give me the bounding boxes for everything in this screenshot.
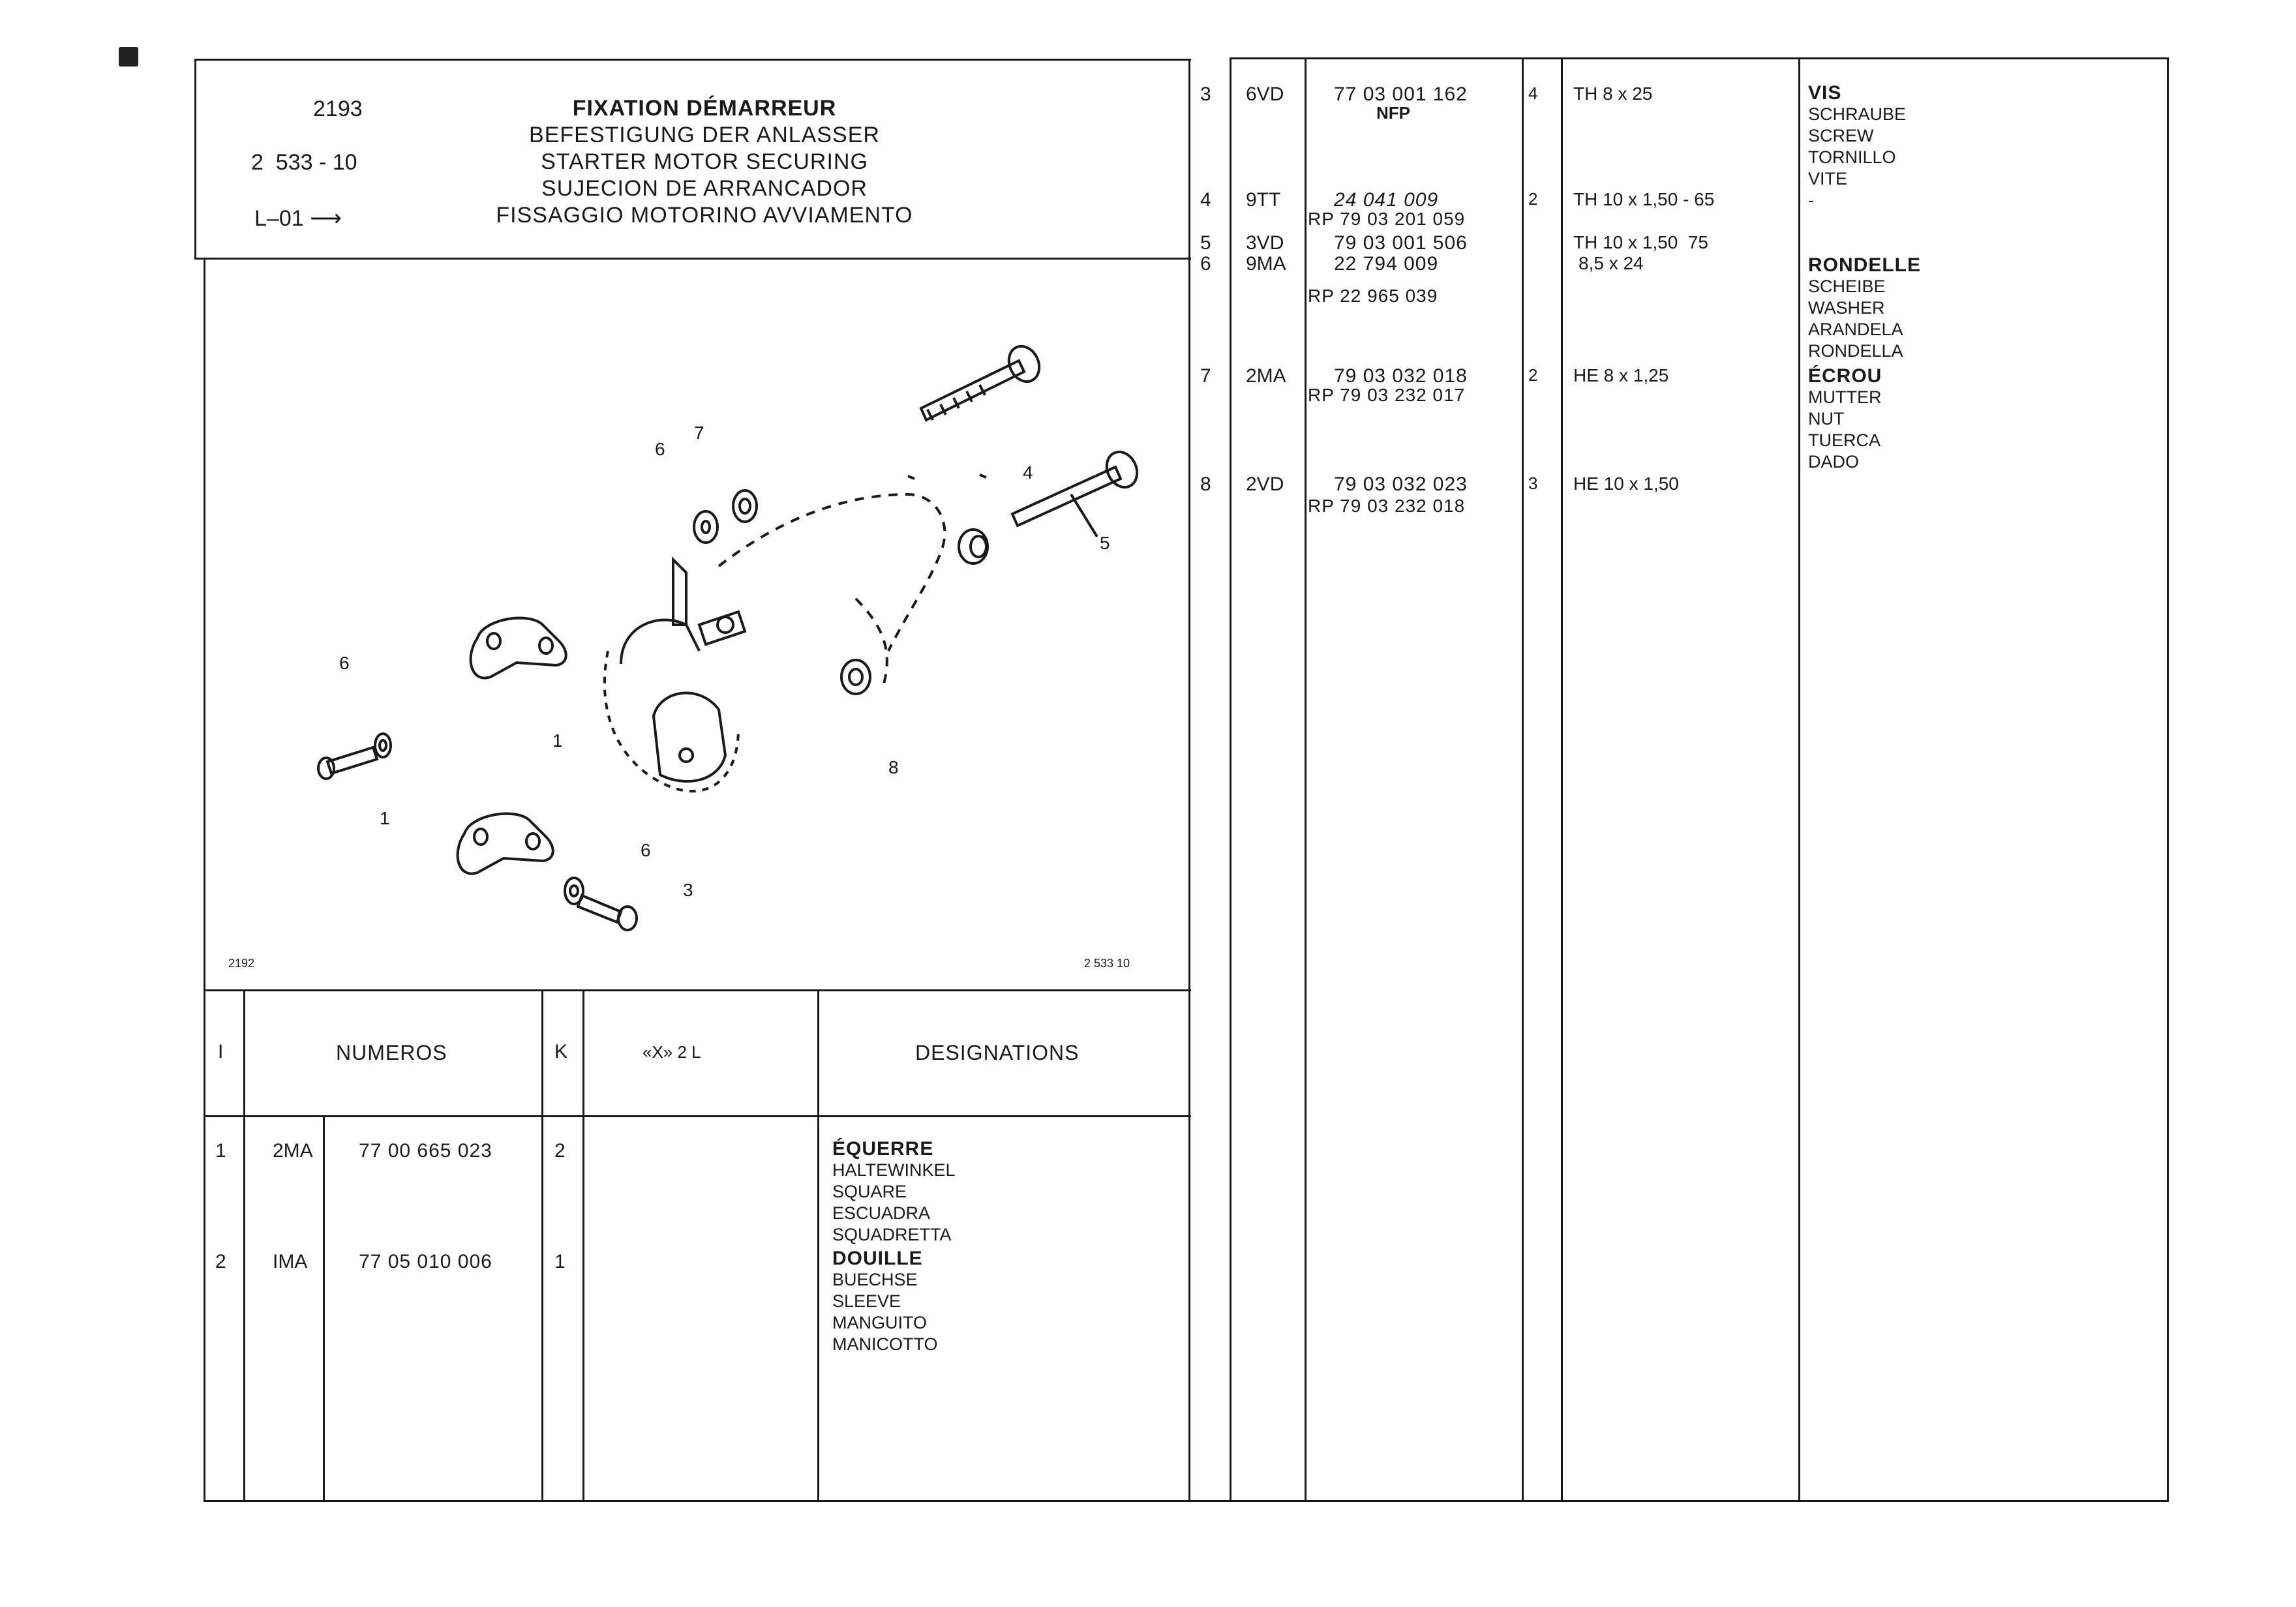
drawing-foot-left: 2192 [228, 957, 255, 970]
r4-code: 9TT [1246, 189, 1281, 211]
designation-fr: ÉQUERRE [832, 1138, 934, 1160]
r7-spec: HE 8 x 1,25 [1573, 365, 1669, 385]
r7-index: 7 [1200, 365, 1211, 387]
designation-de: HALTEWINKEL [832, 1160, 956, 1180]
col-line-r-spec [1798, 57, 1800, 1500]
col-header-k: K [554, 1041, 568, 1062]
col-line-x [582, 989, 584, 1500]
tablehead-bottom [204, 1115, 1191, 1117]
row2-k: 1 [554, 1251, 566, 1272]
r5-spec: TH 10 x 1,50 75 [1573, 232, 1709, 252]
col-line-k [541, 989, 543, 1500]
row1-number: 77 00 665 023 [359, 1140, 492, 1162]
frame-right [2167, 57, 2169, 1500]
r3-qty: 4 [1528, 83, 1538, 103]
col-line-desig [817, 989, 819, 1500]
row1-k: 2 [554, 1140, 566, 1162]
row1-index: 1 [215, 1140, 226, 1162]
row1-designations [832, 1138, 956, 1246]
r6-sub: RP 22 965 039 [1308, 286, 1438, 306]
callout-1b: 1 [380, 808, 390, 828]
row2-number: 77 05 010 006 [359, 1251, 492, 1272]
title-block [457, 95, 952, 229]
panel-separator-b [1230, 59, 1231, 1500]
small-bolt-lower-icon [565, 878, 637, 930]
title-it: FISSAGGIO MOTORINO AVVIAMENTO [496, 203, 913, 228]
row1-code: 2MA [273, 1140, 313, 1162]
designation-es: TORNILLO [1808, 147, 1896, 167]
r7-number: 79 03 032 018 [1334, 365, 1468, 387]
col-line-r-number [1522, 57, 1524, 1500]
callout-5: 5 [1100, 533, 1110, 553]
callout-7: 7 [694, 423, 704, 443]
r8-qty: 3 [1528, 473, 1538, 493]
r4-qty: 2 [1528, 189, 1538, 209]
col-header-x: «X» 2 L [642, 1042, 701, 1062]
long-bolt-icon [1012, 447, 1143, 537]
r3-number: 77 03 001 162 [1334, 83, 1468, 105]
frame-top-left [194, 59, 1191, 61]
bolt-icon [921, 341, 1045, 420]
title-de: BEFESTIGUNG DER ANLASSER [529, 123, 880, 147]
title-es: SUJECION DE ARRANCADOR [541, 176, 868, 201]
sleeve-icon [959, 530, 988, 563]
r8-index: 8 [1200, 473, 1211, 495]
callout-4: 4 [1023, 462, 1033, 483]
r8-number: 79 03 032 023 [1334, 473, 1468, 495]
exploded-drawing [204, 260, 1188, 988]
r8-spec: HE 10 x 1,50 [1573, 473, 1679, 494]
row2-designations [832, 1248, 938, 1355]
title-fr: FIXATION DÉMARREUR [572, 96, 837, 121]
fig-number: 2193 [313, 97, 363, 121]
callout-8: 8 [888, 757, 899, 777]
washer-icon [694, 511, 718, 543]
designation-es: TUERCA [1808, 430, 1881, 450]
drawing-bottom [204, 989, 1191, 991]
r3-code: 6VD [1246, 83, 1284, 105]
callout-1a: 1 [552, 730, 563, 751]
designation-fr: RONDELLE [1808, 254, 1921, 276]
nut-lower-icon [841, 660, 870, 694]
col-header-designations: DESIGNATIONS [915, 1041, 1080, 1064]
designation-ecrou [1808, 365, 1882, 473]
col-header-numbers: NUMEROS [336, 1041, 447, 1064]
small-bolt-icon [318, 734, 391, 779]
col-line-r-code [1305, 57, 1307, 1500]
line-ref: L–01 ⟶ [254, 206, 342, 231]
col-line-r-qty [1561, 57, 1563, 1500]
r4-index: 4 [1200, 189, 1211, 211]
designation-de: BUECHSE [832, 1270, 918, 1289]
designation-en: SLEEVE [832, 1291, 901, 1311]
r6-index: 6 [1200, 253, 1211, 275]
r7-sub: RP 79 03 232 017 [1308, 385, 1466, 405]
r4-spec: TH 10 x 1,50 - 65 [1573, 189, 1715, 209]
designation-fr: DOUILLE [832, 1248, 923, 1269]
r8-code: 2VD [1246, 473, 1284, 495]
designation-es: ARANDELA [1808, 320, 1903, 339]
col-line-index [243, 989, 245, 1500]
designation-it: DADO [1808, 452, 1860, 472]
designation-de: SCHEIBE [1808, 277, 1886, 296]
col-line-code [323, 1115, 325, 1500]
r8-sub: RP 79 03 232 018 [1308, 496, 1466, 516]
designation-en: NUT [1808, 409, 1845, 428]
frame-bottom [204, 1500, 2169, 1502]
corner-mark-icon [119, 47, 138, 67]
designation-it: VITE [1808, 169, 1848, 188]
designation-dash: - [1808, 190, 1814, 210]
callout-6a: 6 [655, 439, 665, 459]
drawing-foot-right: 2 533 10 [1084, 957, 1130, 970]
r4-number: 24 041 009 [1334, 189, 1439, 211]
r6-spec: 8,5 x 24 [1578, 253, 1644, 273]
designation-rondelle [1808, 254, 1921, 362]
designation-fr: ÉCROU [1808, 365, 1882, 387]
nut-icon [733, 490, 757, 522]
r5-index: 5 [1200, 232, 1211, 254]
r6-code: 9MA [1246, 253, 1286, 275]
frame-top-right [1230, 57, 2169, 59]
designation-it: SQUADRETTA [832, 1225, 952, 1244]
designation-vis [1808, 82, 1906, 211]
designation-it: RONDELLA [1808, 341, 1903, 361]
r3-index: 3 [1200, 83, 1211, 105]
r3-sub: NFP [1376, 103, 1410, 123]
designation-de: MUTTER [1808, 387, 1882, 407]
designation-it: MANICOTTO [832, 1334, 938, 1354]
callout-6b: 6 [339, 653, 350, 673]
title-en: STARTER MOTOR SECURING [541, 149, 868, 174]
row2-index: 2 [215, 1251, 226, 1272]
designation-fr: VIS [1808, 82, 1842, 104]
frame-left [194, 59, 196, 258]
panel-separator-a [1188, 59, 1190, 1500]
r7-code: 2MA [1246, 365, 1286, 387]
r5-number: 79 03 001 506 [1334, 232, 1468, 254]
r5-code: 3VD [1246, 232, 1284, 254]
r7-qty: 2 [1528, 365, 1538, 385]
r3-spec: TH 8 x 25 [1573, 83, 1653, 104]
row2-code: IMA [273, 1251, 308, 1272]
ref-number: 2 533 - 10 [251, 150, 357, 175]
designation-de: SCHRAUBE [1808, 104, 1907, 124]
designation-en: SQUARE [832, 1182, 907, 1201]
designation-es: MANGUITO [832, 1313, 928, 1332]
designation-es: ESCUADRA [832, 1203, 931, 1223]
r6-number: 22 794 009 [1334, 253, 1439, 275]
r4-sub: RP 79 03 201 059 [1308, 209, 1466, 229]
callout-3: 3 [683, 880, 693, 900]
designation-en: SCREW [1808, 126, 1874, 145]
col-header-index: I [218, 1041, 224, 1062]
designation-en: WASHER [1808, 298, 1885, 318]
callout-6c: 6 [641, 840, 651, 860]
